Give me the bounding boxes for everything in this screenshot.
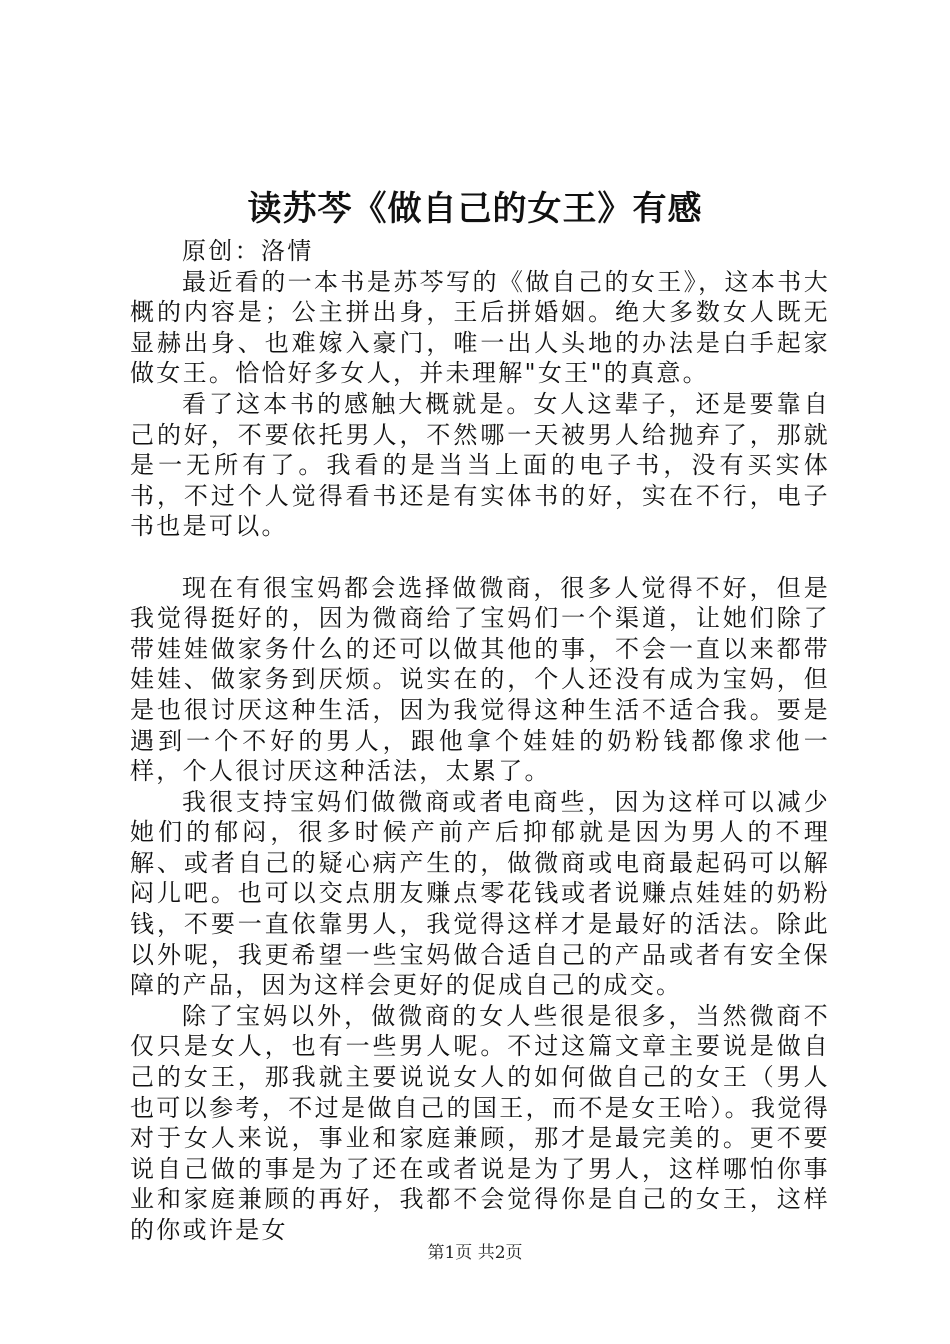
page-number-footer: 第1页 共2页 <box>427 1243 523 1263</box>
paragraph: 看了这本书的感触大概就是。女人这辈子，还是要靠自己的好，不要依托男人，不然哪一天被男人给抛弃了，那就是一无所有了。我看的是当当上面的电子书，没有买实体书，不过个人觉得看书还是有实体书的好，实在不行，电子书也是可以。 <box>130 389 830 541</box>
paragraph: 除了宝妈以外，做微商的女人些很是很多，当然微商不仅只是女人，也有一些男人呢。不过这篇文章主要说是做自己的女王，那我就主要说说女人的如何做自己的女王（男人也可以参考，不过是做自己的国王，而不是女王哈）。我觉得对于女人来说，事业和家庭兼顾，那才是最完美的。更不要说自己做的事是为了还在或者说是为了男人，这样哪怕你事业和家庭兼顾的再好，我都不会觉得你是自己的女王，这样的你或许是女 <box>130 1001 830 1244</box>
document-title: 读苏芩《做自己的女王》有感 <box>247 189 703 229</box>
paragraph: 我很支持宝妈们做微商或者电商些，因为这样可以减少她们的郁闷，很多时候产前产后抑郁就是因为男人的不理解、或者自己的疑心病产生的，做微商或电商最起码可以解闷儿吧。也可以交点朋友赚点零花钱或者说赚点娃娃的奶粉钱，不要一直依靠男人，我觉得这样才是最好的活法。除此以外呢，我更希望一些宝妈做合适自己的产品或者有安全保障的产品，因为这样会更好的促成自己的成交。 <box>130 787 830 1000</box>
byline: 原创：洛情 <box>182 237 314 265</box>
paragraph: 现在有很宝妈都会选择做微商，很多人觉得不好，但是我觉得挺好的，因为微商给了宝妈们一个渠道，让她们除了带娃娃做家务什么的还可以做其他的事，不会一直以来都带娃娃、做家务到厌烦。说实在的，个人还没有成为宝妈，但是也很讨厌这种生活，因为我觉得这种生活不适合我。要是遇到一个不好的男人，跟他拿个娃娃的奶粉钱都像求他一样，个人很讨厌这种活法，太累了。 <box>130 573 830 786</box>
document-body <box>130 236 830 1246</box>
paragraph: 最近看的一本书是苏芩写的《做自己的女王》，这本书大概的内容是；公主拼出身，王后拼婚姻。绝大多数女人既无显赫出身、也难嫁入豪门，唯一出人头地的办法是白手起家做女王。恰恰好多女人，并未理解"女王"的真意。 <box>130 267 830 388</box>
